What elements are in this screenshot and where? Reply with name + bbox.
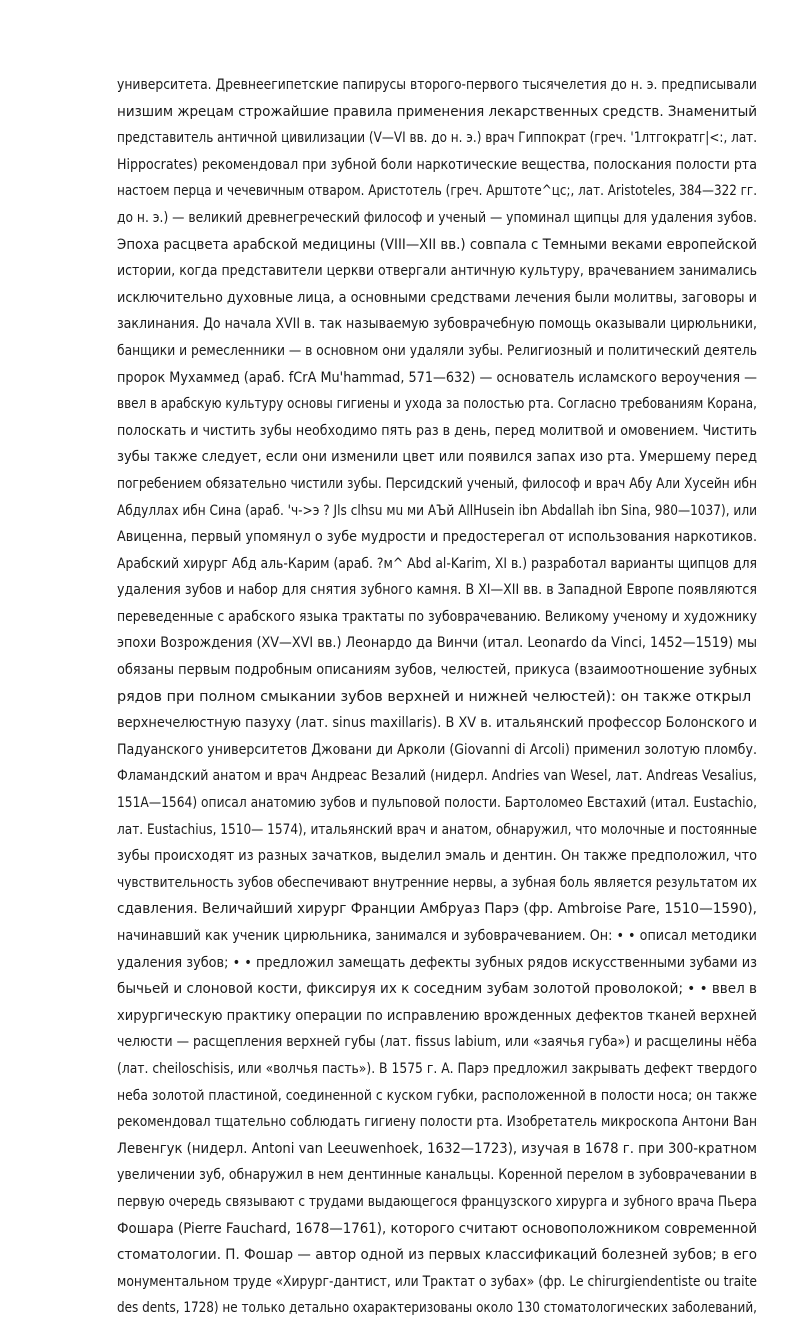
text-line: Абдуллах ибн Сина (араб. 'ч->э ? Jls clhsu мu ми АЪй AllHusein ibn Abdallah ibn Sina, 980—1037), или — [117, 502, 757, 519]
text-line: зубы также следует, если они изменили цвет или появился запах изо рта. Умершему перед — [117, 449, 757, 466]
text-line: низшим жрецам строжайшие правила применения лекарственных средств. Знаменитый — [117, 103, 757, 120]
text-line: первую очередь связывают с трудами выдающегося французского хирурга и зубного врача Пьера — [117, 1193, 757, 1210]
text-line: сдавления. Величайший хирург Франции Амбруаз Парэ (фр. Ambroise Pare, 1510—1590), — [117, 901, 758, 918]
text-line: переведенные с арабского языка трактаты по зубоврачеванию. Великому ученому и художнику — [117, 608, 757, 625]
text-line: заклинания. До начала XVII в. так называемую зубоврачебную помощь оказывали цирюльники, — [117, 316, 757, 333]
text-line: удаления зубов; • • предложил замещать дефекты зубных рядов искусственными зубами из — [117, 954, 757, 971]
text-line: Падуанского университетов Джовани ди Арколи (Giovanni di Arcoli) применил золотую пломбу. — [117, 741, 757, 758]
text-line: исключительно духовные лица, а основными средствами лечения были молитвы, заговоры и — [117, 289, 758, 306]
text-line: хирургическую практику операции по исправлению врожденных дефектов тканей верхней — [117, 1007, 757, 1024]
text-line: зубы происходят из разных зачатков, выделил эмаль и дентин. Он также предположил, что — [117, 848, 758, 865]
document-body-text — [117, 72, 757, 1322]
text-line: университета. Древнеегипетские папирусы второго-первого тысячелетия до н. э. предписывали — [117, 77, 757, 93]
text-line: (лат. cheiloschisis, или «волчья пасть»). В 1575 г. А. Парэ предложил закрывать дефект твердого — [117, 1060, 758, 1077]
text-line: 151А—1564) описал анатомию зубов и пульповой полости. Бартоломео Евстахий (итал. Eustachio, — [117, 795, 757, 812]
text-line: истории, когда представители церкви отвергали античную культуру, врачеванием занимались — [117, 263, 758, 280]
text-line: эпохи Возрождения (XV—XVI вв.) Леонардо да Винчи (итал. Leonardo da Vinci, 1452—1519) мы — [117, 635, 757, 652]
text-line: представитель античной цивилизации (V—VI вв. до н. э.) врач Гиппократ (греч. '1лтгократг|<:, лат. — [117, 130, 758, 147]
text-line: ввел в арабскую культуру основы гигиены и ухода за полостью рта. Согласно требованиям Корана, — [117, 396, 757, 413]
text-line: удаления зубов и набор для снятия зубного камня. В XI—XII вв. в Западной Европе появляются — [117, 582, 757, 599]
text-line: банщики и ремесленники — в основном они удаляли зубы. Религиозный и политический деятель — [117, 342, 757, 359]
text-line: лат. Eustachius, 1510— 1574), итальянский врач и анатом, обнаружил, что молочные и постоянные — [117, 821, 758, 838]
text-line: монументальном труде «Хирург-дантист, или Трактат о зубах» (фр. Le chirurgiendentiste ou traite — [117, 1273, 758, 1290]
text-line: рядов при полном смыкании зубов верхней и нижней челюстей): он также открыл — [117, 688, 752, 705]
text-line: челюсти — расщепления верхней губы (лат. fissus labium, или «заячья губа») и расщелины нёба — [117, 1034, 758, 1051]
text-line: начинавший как ученик цирюльника, занимался и зубоврачеванием. Он: • • описал методики — [117, 928, 757, 944]
text-line: верхнечелюстную пазуху (лат. sinus maxillaris). В XV в. итальянский профессор Болонского и — [117, 715, 757, 732]
text-line: полоскать и чистить зубы необходимо пять раз в день, перед молитвой и омовением. Чистить — [117, 422, 758, 439]
text-line: Эпоха расцвета арабской медицины (VIII—XII вв.) совпала с Темными веками европейской — [117, 236, 758, 253]
text-line: Левенгук (нидерл. Antoni van Leeuwenhoek, 1632—1723), изучая в 1678 г. при 300-кратном — [117, 1140, 758, 1157]
text-line: бычьей и слоновой кости, фиксируя их к соседним зубам золотой проволокой; • • ввел в — [117, 981, 758, 998]
text-line: пророк Мухаммед (араб. fCrA Mu'hammad, 571—632) — основатель исламского вероучения — — [117, 369, 758, 386]
text-line: Арабский хирург Абд аль-Карим (араб. ?м^ Abd al-Karim, XI в.) разработал варианты щипцов для — [117, 555, 757, 572]
text-line: обязаны первым подробным описаниям зубов, челюстей, прикуса (взаимоотношение зубных — [117, 662, 758, 679]
text-line: неба золотой пластиной, соединенной с куском губки, расположенной в полости носа; он также — [117, 1087, 757, 1104]
text-line: Hippocrates) рекомендовал при зубной боли наркотические вещества, полоскания полости рта — [117, 156, 757, 173]
text-line: Фламандский анатом и врач Андреас Везалий (нидерл. Andries van Wesel, лат. Andreas Vesalius, — [117, 768, 758, 785]
text-line: Авиценна, первый упомянул о зубе мудрости и предостерегал от использования наркотиков. — [117, 529, 758, 546]
text-line: до н. э.) — великий древнегреческий философ и ученый — упоминал щипцы для удаления зубов. — [117, 209, 758, 226]
text-line: увеличении зуб, обнаружил в нем дентинные канальцы. Коренной перелом в зубоврачевании в — [117, 1167, 758, 1184]
text-line: Фошара (Pierre Fauchard, 1678—1761), которого считают основоположником современной — [117, 1220, 758, 1237]
text-line: настоем перца и чечевичным отваром. Аристотель (греч. Арштоте^цс;, лат. Aristoteles, 384—322 гг. — [117, 183, 758, 200]
text-line: des dents, 1728) не только детально охарактеризованы около 130 стоматологических заболеваний, — [117, 1300, 757, 1317]
text-line: стоматологии. П. Фошар — автор одной из первых классификаций болезней зубов; в его — [117, 1247, 757, 1264]
text-line: чувствительность зубов обеспечивают внутренние нервы, а зубная боль является результатом их — [117, 874, 758, 891]
text-line: рекомендовал тщательно соблюдать гигиену полости рта. Изобретатель микроскопа Антони Ван — [117, 1114, 757, 1131]
text-line: погребением обязательно чистили зубы. Персидский ученый, философ и врач Абу Али Хусейн ибн — [117, 475, 757, 492]
